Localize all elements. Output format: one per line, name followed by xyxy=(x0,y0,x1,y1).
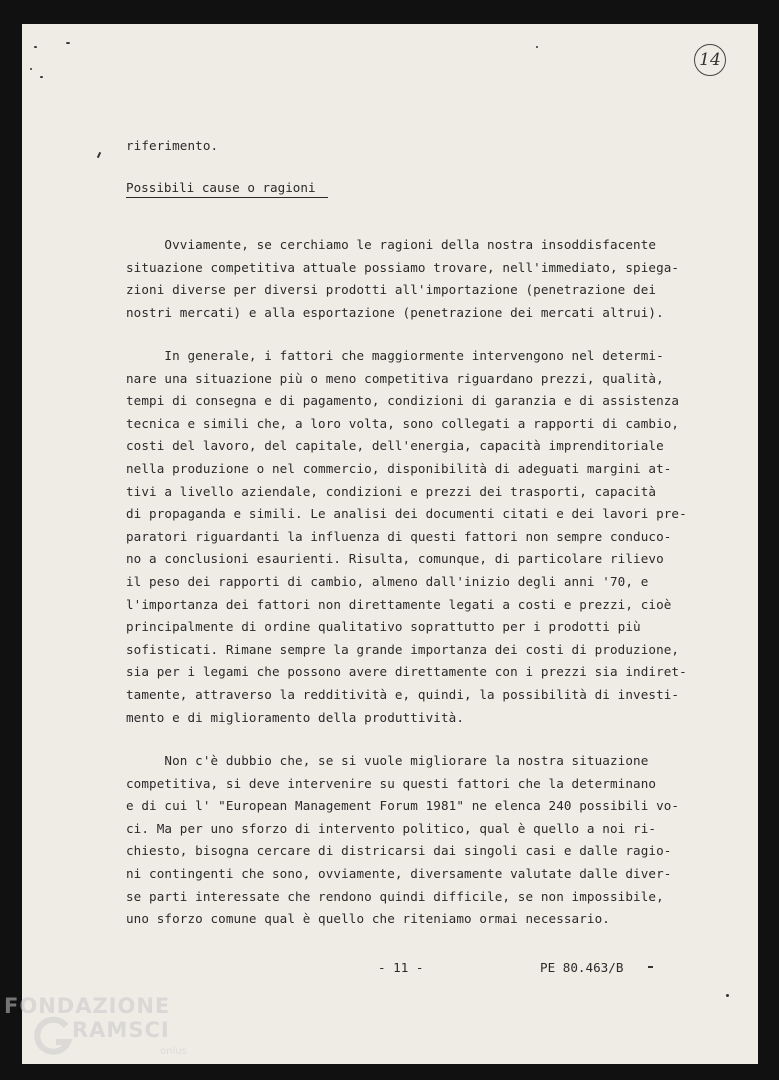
text-line: situazione competitiva attuale possiamo trovare, nell'immediato, spiega- xyxy=(126,259,680,275)
text-line: no a conclusioni esaurienti. Risulta, comunque, di particolare rilievo xyxy=(126,551,664,567)
paper-speck xyxy=(34,46,37,48)
paper-speck xyxy=(726,994,729,997)
text-line: zioni diverse per diversi prodotti all'importazione (penetrazione dei xyxy=(126,282,657,298)
text-line: di propaganda e simili. Le analisi dei documenti citati e dei lavori pre- xyxy=(126,506,687,522)
text-line: In generale, i fattori che maggiormente intervengono nel determi- xyxy=(126,348,664,363)
paragraph-1 xyxy=(126,234,692,324)
text-line: sofisticati. Rimane sempre la grande importanza dei costi di produzione, xyxy=(126,641,680,657)
text-line: nella produzione o nel commercio, disponibilità di adeguati margini at- xyxy=(126,460,672,476)
text-line: costi del lavoro, del capitale, dell'energia, capacità imprenditoriale xyxy=(126,438,664,454)
text-line: e di cui l' "European Management Forum 1981" ne elenca 240 possibili vo- xyxy=(126,798,680,814)
text-line: competitiva, si deve intervenire su questi fattori che la determinano xyxy=(126,775,657,791)
paper-speck xyxy=(97,152,101,158)
text-line: Non c'è dubbio che, se si vuole migliorare la nostra situazione xyxy=(126,753,649,768)
text-line: tempi di consegna e di pagamento, condizioni di garanzia e di assistenza xyxy=(126,393,680,409)
text-line: Ovviamente, se cerchiamo le ragioni della nostra insoddisfacente xyxy=(126,237,657,252)
text-line: il peso dei rapporti di cambio, almeno dall'inizio degli anni '70, e xyxy=(126,573,649,589)
opening-line: riferimento. xyxy=(126,138,219,153)
paper-speck xyxy=(66,42,70,44)
text-line: uno sforzo comune qual è quello che riteniamo ormai necessario. xyxy=(126,911,610,927)
text-line: chiesto, bisogna cercare di districarsi dai singoli casi e dalle ragio- xyxy=(126,843,672,859)
handwritten-page-number: 14 xyxy=(694,44,726,76)
paper-speck xyxy=(536,46,538,48)
text-line: ni contingenti che sono, ovviamente, diversamente valutate dalle diver- xyxy=(126,865,672,881)
text-line: principalmente di ordine qualitativo soprattutto per i prodotti più xyxy=(126,619,641,635)
section-heading: Possibili cause o ragioni xyxy=(126,180,328,198)
text-line: paratori riguardanti la influenza di questi fattori non sempre conduco- xyxy=(126,528,672,544)
paragraph-2 xyxy=(126,345,692,729)
document-page xyxy=(22,24,758,1064)
text-line: tamente, attraverso la redditività e, quindi, la possibilità di investi- xyxy=(126,686,680,702)
text-line: tivi a livello aziendale, condizioni e prezzi dei trasporti, capacità xyxy=(126,483,657,499)
watermark-g-logo-icon xyxy=(34,1016,74,1056)
footer-page-number: - 11 - xyxy=(378,960,424,975)
text-line: mento e di miglioramento della produttività. xyxy=(126,709,465,725)
fondazione-gramsci-watermark xyxy=(4,994,204,1074)
paper-speck xyxy=(648,966,653,968)
text-line: tecnica e simili che, a loro volta, sono collegati a rapporti di cambio, xyxy=(126,415,680,431)
text-line: ci. Ma per uno sforzo di intervento politico, qual è quello a noi ri- xyxy=(126,820,657,836)
text-line: nostri mercati) e alla esportazione (penetrazione dei mercati altrui). xyxy=(126,304,664,320)
paper-speck xyxy=(40,76,43,78)
footer-document-reference: PE 80.463/B xyxy=(540,960,624,975)
text-line: nare una situazione più o meno competitiva riguardano prezzi, qualità, xyxy=(126,370,664,386)
paragraph-3 xyxy=(126,750,692,931)
watermark-onlus: onlus xyxy=(160,1046,187,1057)
text-line: sia per i legami che possono avere direttamente con i prezzi sia indiret- xyxy=(126,664,687,680)
watermark-line2: RAMSCI xyxy=(72,1018,170,1042)
watermark-line1: FONDAZIONE xyxy=(4,994,171,1018)
text-line: se parti interessate che rendono quindi difficile, se non impossibile, xyxy=(126,888,664,904)
text-line: l'importanza dei fattori non direttamente legati a costi e prezzi, cioè xyxy=(126,596,672,612)
paper-speck xyxy=(30,68,32,70)
